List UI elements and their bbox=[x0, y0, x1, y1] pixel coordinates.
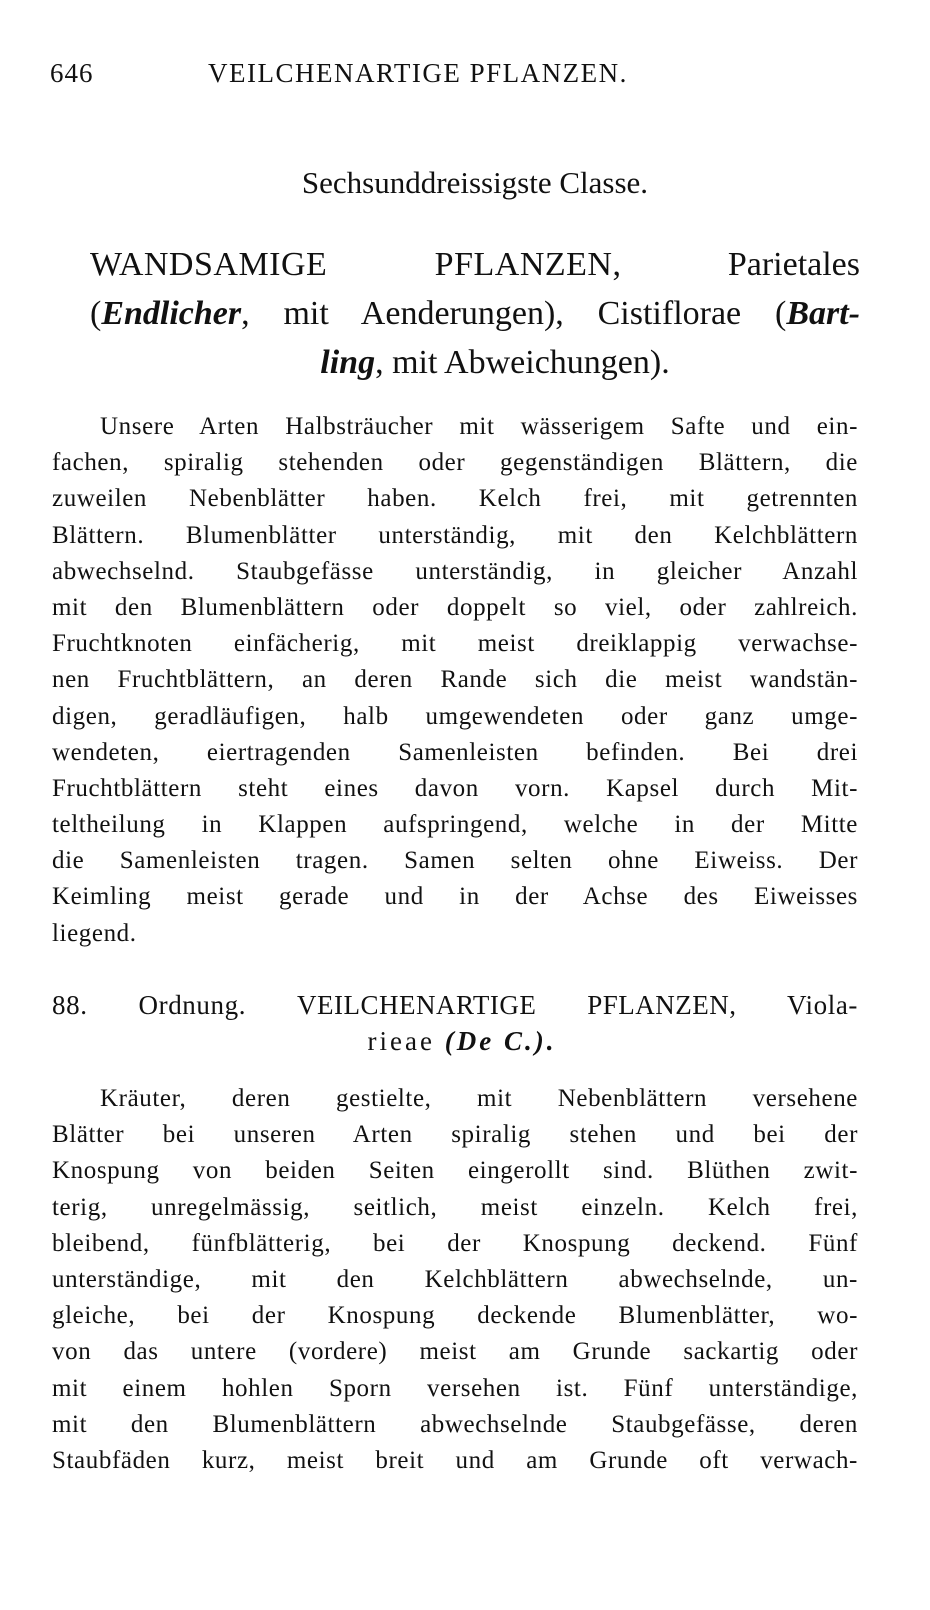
section-title-latin: , Parietales bbox=[612, 246, 860, 283]
text-line: fachen, spiralig stehenden oder gegenständigen Blättern, die bbox=[52, 449, 858, 477]
text-line: terig, unregelmässig, seitlich, meist einzeln. Kelch frei, bbox=[52, 1193, 858, 1221]
order-number: 88. Ordnung. bbox=[52, 990, 298, 1020]
running-title: VEILCHENARTIGE PFLANZEN. bbox=[208, 58, 628, 88]
text-line: von das untere (vordere) meist am Grunde sackartig oder bbox=[52, 1338, 858, 1366]
section-title-line bbox=[90, 338, 860, 387]
order-heading-line bbox=[52, 987, 858, 1023]
text-line: Blätter bei unseren Arten spiralig stehen und bei der bbox=[52, 1121, 858, 1149]
text-line: zuweilen Nebenblätter haben. Kelch frei, mit getrennten bbox=[52, 485, 858, 513]
text-line: mit den Blumenblättern oder doppelt so viel, oder zahlreich. bbox=[52, 593, 858, 621]
page-number: 646 bbox=[50, 58, 94, 88]
order-name-caps: VEILCHENARTIGE PFLANZEN bbox=[297, 990, 730, 1020]
class-description-paragraph bbox=[52, 409, 858, 952]
text-line: digen, geradläufigen, halb umgewendeten oder ganz umge- bbox=[52, 702, 858, 730]
text-line: Knospung von beiden Seiten eingerollt sind. Blüthen zwit- bbox=[52, 1157, 858, 1185]
text-line: die Samenleisten tragen. Samen selten ohne Eiweiss. Der bbox=[52, 847, 858, 875]
text-line: Fruchtblättern steht eines davon vorn. Kapsel durch Mit- bbox=[52, 774, 858, 802]
text-line: Keimling meist gerade und in der Achse des Eiweisses bbox=[52, 883, 858, 911]
section-title-line bbox=[90, 289, 860, 338]
text-line: unterständige, mit den Kelchblättern abwechselnde, un- bbox=[52, 1265, 858, 1293]
text-line: mit den Blumenblättern abwechselnde Staubgefässe, deren bbox=[52, 1410, 858, 1438]
author-bartling-part1: Bart- bbox=[786, 295, 860, 332]
author-de-candolle: (De C.). bbox=[444, 1026, 557, 1056]
text-line: wendeten, eiertragenden Samenleisten befinden. Bei drei bbox=[52, 738, 858, 766]
order-latin-part1: , Viola- bbox=[729, 990, 858, 1020]
section-title-line bbox=[90, 240, 860, 289]
text-line: mit einem hohlen Sporn versehen ist. Fünf unterständige, bbox=[52, 1374, 858, 1402]
text-line: Blättern. Blumenblätter unterständig, mit den Kelchblättern bbox=[52, 521, 858, 549]
section-title bbox=[90, 240, 860, 387]
text-line: Fruchtknoten einfächerig, mit meist dreiklappig verwachse- bbox=[52, 630, 858, 658]
order-heading bbox=[52, 987, 858, 1059]
author-bartling-part2: ling bbox=[320, 344, 376, 381]
section-title-caps: WANDSAMIGE PFLANZEN bbox=[90, 246, 613, 283]
text-line: Unsere Arten Halbsträucher mit wässerigem Safte und ein- bbox=[100, 413, 858, 440]
section-title-end: , mit Abweichungen). bbox=[375, 344, 670, 381]
text-line: teltheilung in Klappen aufspringend, welche in der Mitte bbox=[52, 811, 858, 839]
order-description-paragraph bbox=[52, 1081, 858, 1479]
text-line: nen Fruchtblättern, an deren Rande sich die meist wandstän- bbox=[52, 666, 858, 694]
text-line: Kräuter, deren gestielte, mit Nebenblättern versehene bbox=[100, 1085, 858, 1112]
text-line: liegend. bbox=[52, 919, 137, 947]
author-endlicher: Endlicher bbox=[101, 295, 242, 332]
order-heading-line bbox=[52, 1023, 858, 1059]
running-header bbox=[50, 58, 870, 92]
text-line: Staubfäden kurz, meist breit und am Grunde oft verwach- bbox=[52, 1446, 858, 1474]
section-title-paren: ( bbox=[90, 295, 102, 332]
text-line: abwechselnd. Staubgefässe unterständig, in gleicher Anzahl bbox=[52, 557, 858, 585]
text-line: bleibend, fünfblätterig, bei der Knospung deckend. Fünf bbox=[52, 1229, 858, 1257]
order-latin-part2: rieae bbox=[367, 1026, 445, 1056]
class-heading: Sechsunddreissigste Classe. bbox=[301, 165, 649, 200]
text-line: gleiche, bei der Knospung deckende Blumenblätter, wo- bbox=[52, 1302, 858, 1330]
section-title-mid: , mit Aenderungen), Cistiflorae ( bbox=[241, 295, 787, 332]
